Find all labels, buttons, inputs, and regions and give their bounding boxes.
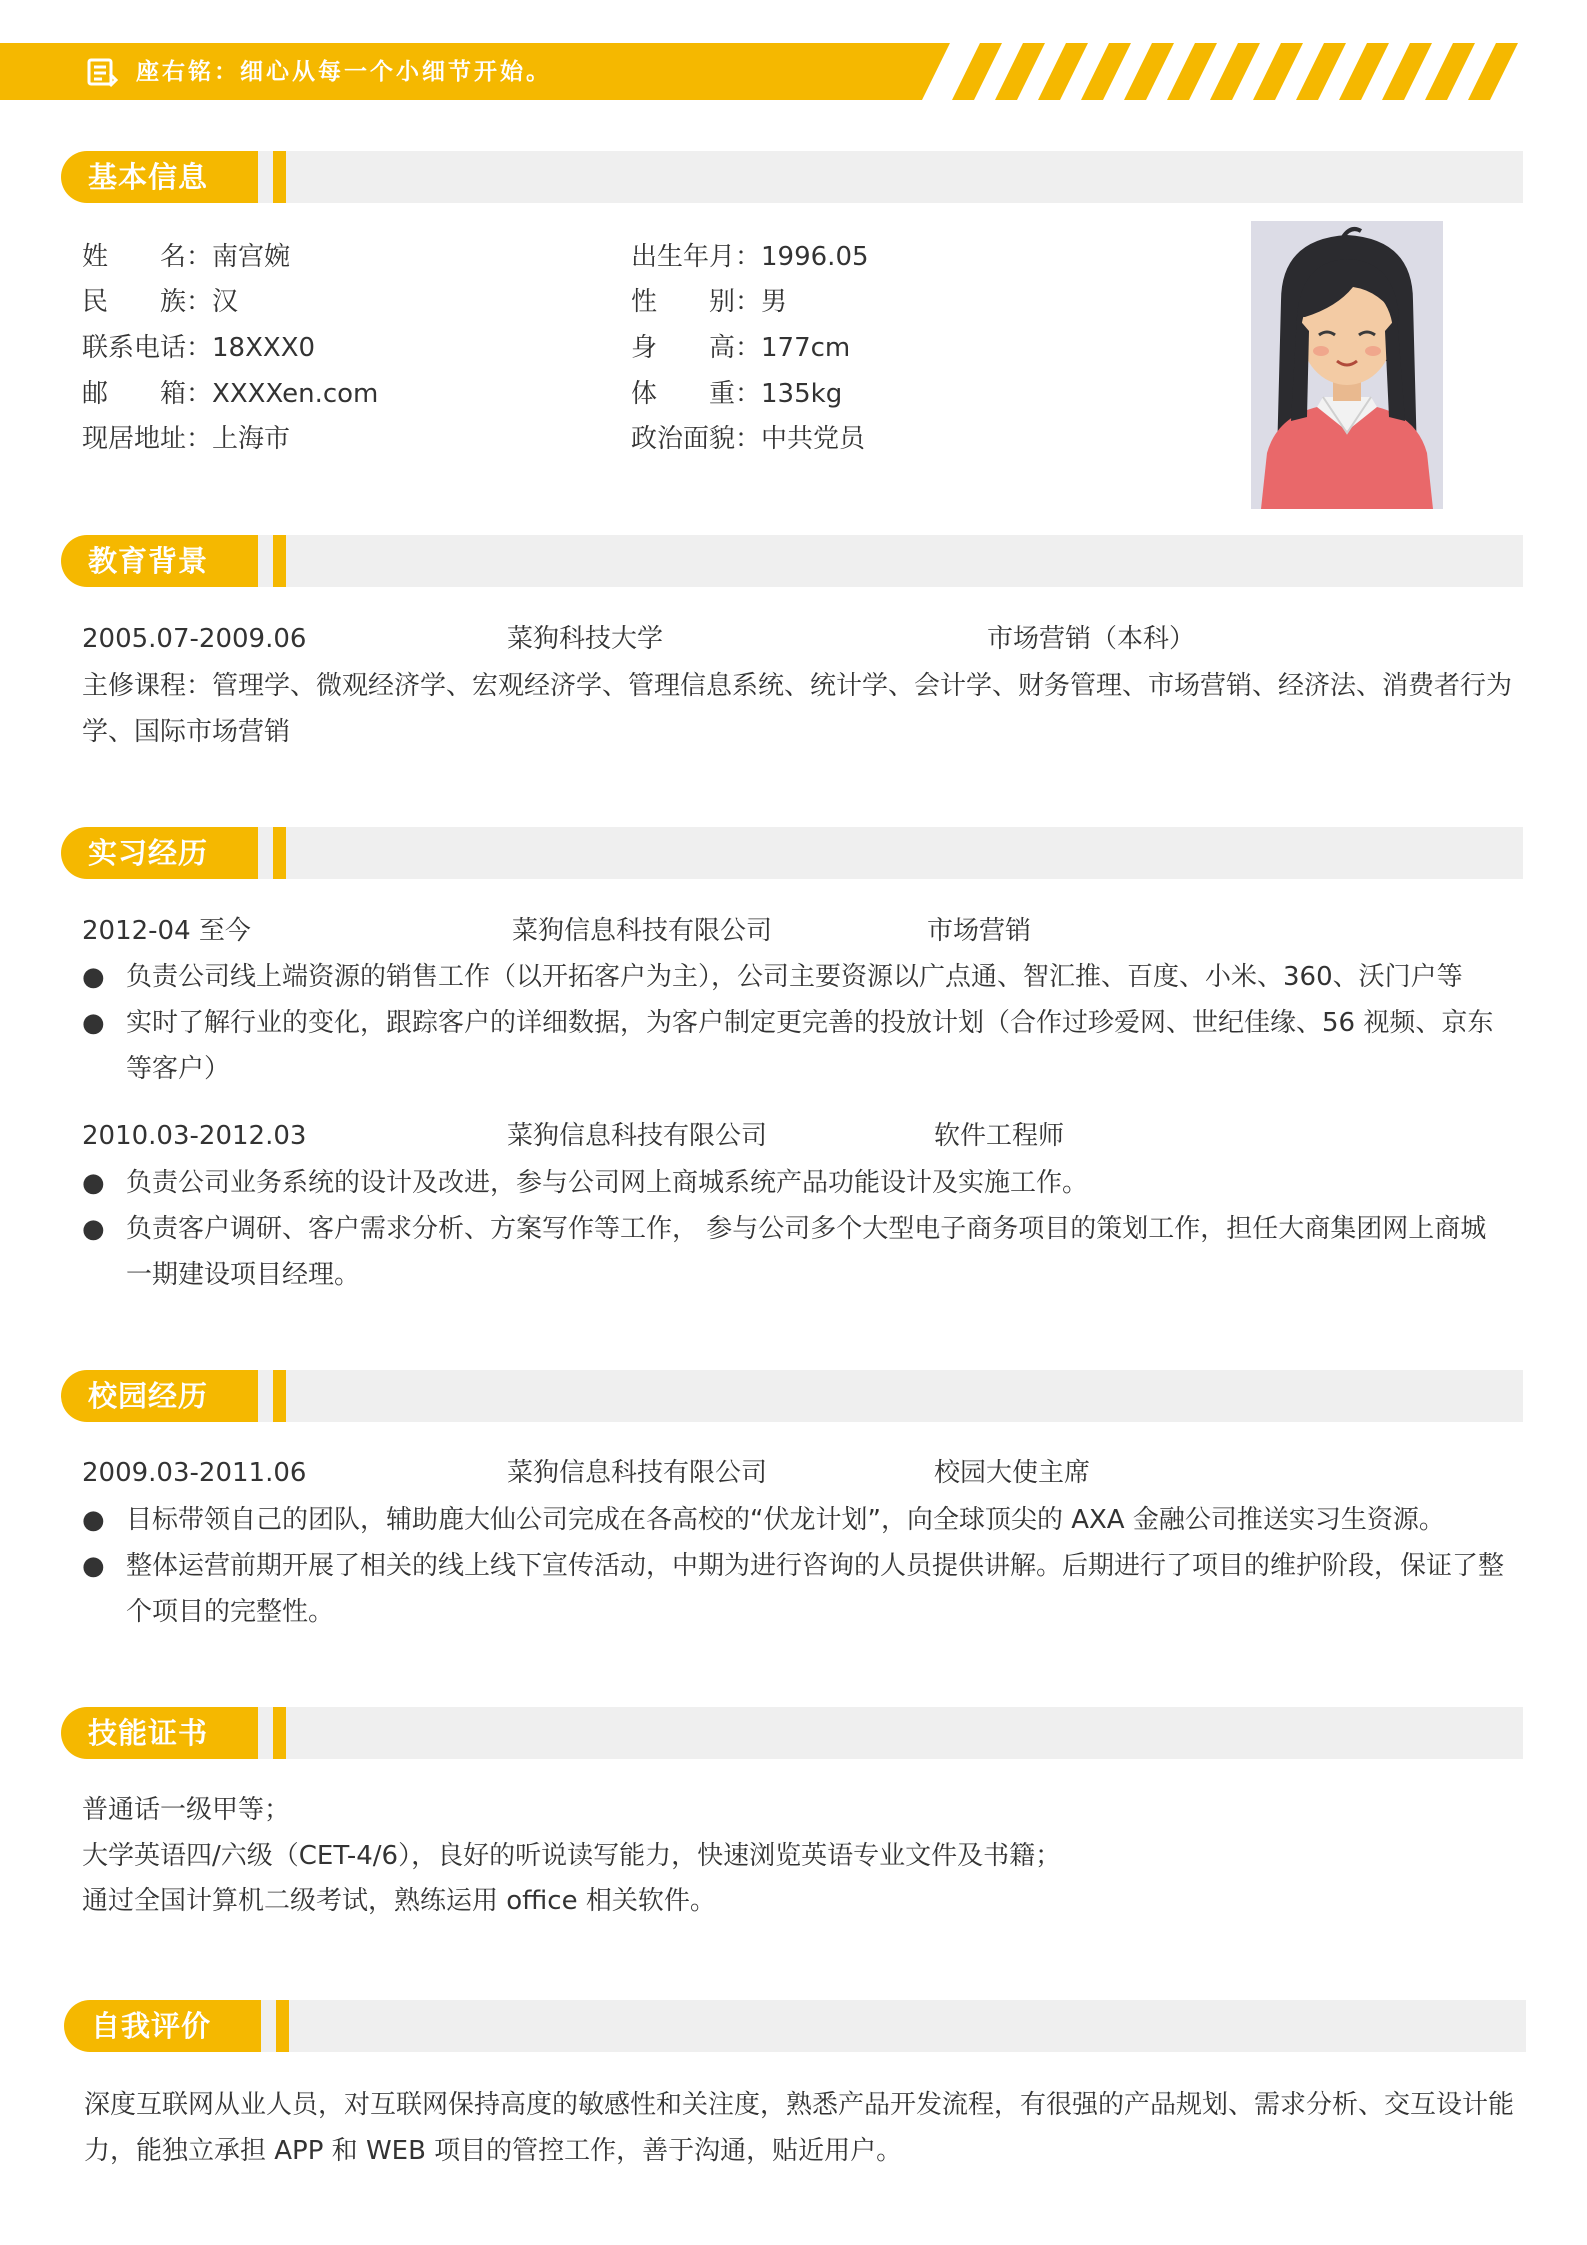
bullet-dot: ●: [82, 1008, 105, 1038]
info-ethnicity: 民 族：汉: [82, 287, 239, 317]
bullet-dot: ●: [82, 1505, 105, 1535]
campus-bullet-1: 目标带领自己的团队，辅助鹿大仙公司完成在各高校的“伏龙计划”，向全球顶尖的 AXA 金融公司推送实习生资源。: [126, 1505, 1445, 1535]
info-birth: 出生年月：1996.05: [631, 242, 869, 272]
section-header-internship: [61, 827, 1523, 879]
education-period: 2005.07-2009.06: [82, 624, 307, 654]
section-title: 实习经历: [88, 836, 209, 870]
section-title: 基本信息: [88, 160, 209, 194]
section-header-campus: [61, 1370, 1523, 1422]
internship-2-role: 软件工程师: [934, 1121, 1065, 1151]
section-title: 教育背景: [88, 544, 209, 578]
bullet-dot: ●: [82, 1168, 105, 1198]
campus-company: 菜狗信息科技有限公司: [507, 1458, 768, 1488]
internship-1-role: 市场营销: [927, 916, 1032, 946]
internship-2-bullet-1: 负责公司业务系统的设计及改进，参与公司网上商城系统产品功能设计及实施工作。: [126, 1168, 1089, 1198]
section-header-education: [61, 535, 1523, 587]
info-political: 政治面貌：中共党员: [631, 424, 866, 454]
education-school: 菜狗科技大学: [507, 624, 664, 654]
bullet-dot: ●: [82, 962, 105, 992]
internship-1-period: 2012-04 至今: [82, 916, 251, 946]
internship-1-bullet-1: 负责公司线上端资源的销售工作（以开拓客户为主），公司主要资源以广点通、智汇推、百度、小米、360、沃门户等: [126, 962, 1463, 992]
education-courses: 主修课程：管理学、微观经济学、宏观经济学、管理信息系统、统计学、会计学、财务管理、市场营销、经济法、消费者行为学、国际市场营销: [82, 671, 1513, 747]
info-height: 身 高：177cm: [631, 333, 851, 363]
info-name: 姓 名：南宫婉: [82, 242, 291, 272]
skill-item: 大学英语四/六级（CET-4/6），良好的听说读写能力，快速浏览英语专业文件及书籍；: [82, 1841, 1062, 1871]
info-phone: 联系电话：18XXX0: [82, 333, 316, 363]
bullet-dot: ●: [82, 1551, 105, 1581]
education-major: 市场营销（本科）: [987, 624, 1196, 654]
skill-item: 通过全国计算机二级考试，熟练运用 office 相关软件。: [82, 1886, 716, 1916]
section-title: 自我评价: [91, 2009, 212, 2043]
campus-period: 2009.03-2011.06: [82, 1458, 307, 1488]
bullet-dot: ●: [82, 1214, 105, 1244]
internship-1-bullet-2: 实时了解行业的变化，跟踪客户的详细数据，为客户制定更完善的投放计划（合作过珍爱网、世纪佳缘、56 视频、京东等客户）: [126, 1008, 1494, 1084]
notebook-icon: [86, 56, 118, 88]
motto-text: 座右铭：细心从每一个小细节开始。: [136, 59, 552, 85]
self-evaluation: 深度互联网从业人员，对互联网保持高度的敏感性和关注度，熟悉产品开发流程，有很强的产品规划、需求分析、交互设计能力，能独立承担 APP 和 WEB 项目的管控工作，善于沟通，贴近用户。: [84, 2090, 1515, 2166]
section-header-self: [64, 2000, 1526, 2052]
section-header-basic: [61, 151, 1523, 203]
internship-2-company: 菜狗信息科技有限公司: [507, 1121, 768, 1151]
info-email: 邮 箱：XXXXen.com: [82, 379, 379, 409]
info-gender: 性 别：男: [631, 287, 788, 317]
internship-2-bullet-2: 负责客户调研、客户需求分析、方案写作等工作， 参与公司多个大型电子商务项目的策划工作，担任大商集团网上商城一期建设项目经理。: [126, 1214, 1487, 1290]
section-title: 技能证书: [88, 1716, 209, 1750]
section-title: 校园经历: [88, 1379, 209, 1413]
info-weight: 体 重：135kg: [631, 379, 843, 409]
skill-item: 普通话一级甲等；: [82, 1795, 291, 1825]
internship-2-period: 2010.03-2012.03: [82, 1121, 307, 1151]
internship-1-company: 菜狗信息科技有限公司: [512, 916, 773, 946]
campus-role: 校园大使主席: [934, 1458, 1091, 1488]
info-address: 现居地址：上海市: [82, 424, 291, 454]
campus-bullet-2: 整体运营前期开展了相关的线上线下宣传活动，中期为进行咨询的人员提供讲解。后期进行了项目的维护阶段，保证了整个项目的完整性。: [126, 1551, 1505, 1627]
avatar: [1251, 221, 1443, 509]
section-header-skills: [61, 1707, 1523, 1759]
